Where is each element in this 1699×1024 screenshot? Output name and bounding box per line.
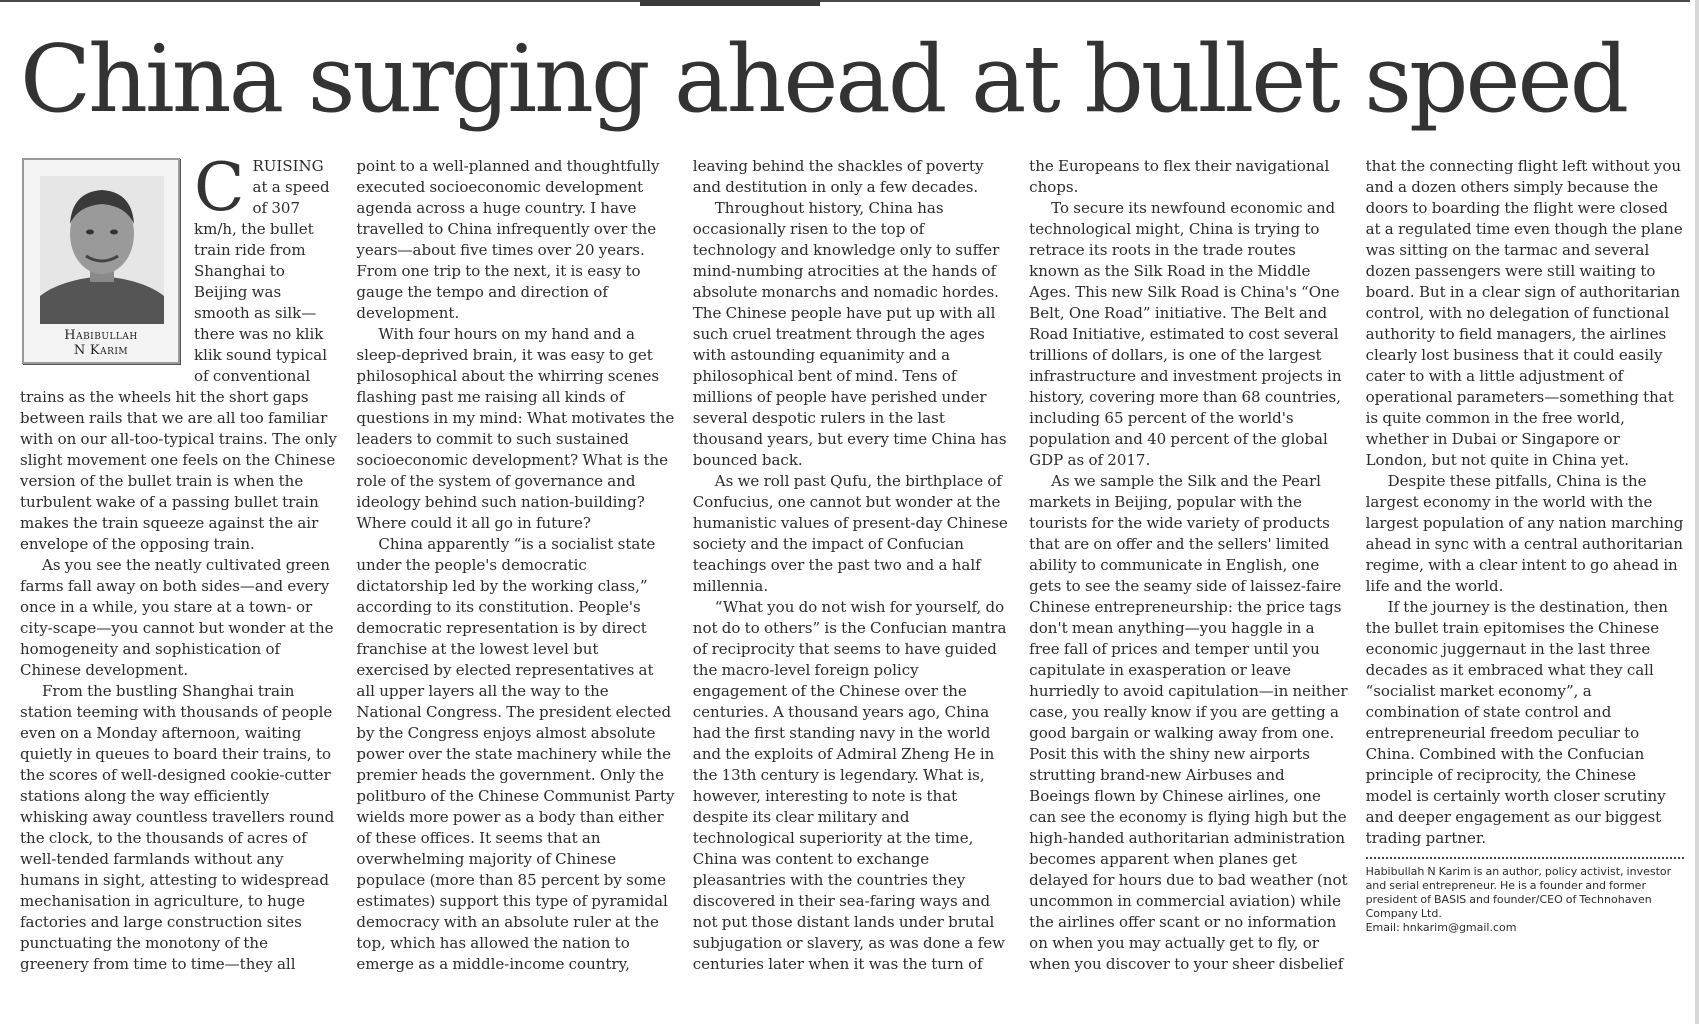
paragraph: With four hours on my hand and a sleep-deprived brain, it was easy to get philosophical about the whirring scenes flashing past me raising all kinds of questions in my mind: What motivates the leaders to commit to such sustained socioeconomic development? What is the role of the system of governance and ideology behind such nation-building? Where could it all go in future? bbox=[356, 325, 675, 532]
page-edge bbox=[1695, 0, 1699, 1024]
paragraph: To secure its newfound economic and technological might, China is trying to retrace its roots in the trade routes known as the Silk Road in the Middle Ages. This new Silk Road is China's “One Belt, One Road” initiative. The Belt and Road Initiative, estimated to cost several trillions of dollars, is one of the largest infrastructure and investment projects in history, covering more than 68 countries, including 65 percent of the world's population and 40 percent of the global GDP as of 2017. bbox=[1029, 199, 1342, 469]
author-box bbox=[22, 158, 180, 364]
author-bio: Habibullah N Karim is an author, policy activist, investor and serial entrepreneur. He is a founder and former president of BASIS and founder/CEO of Technohaven Company Ltd. bbox=[1365, 865, 1672, 920]
headline: China surging ahead at bullet speed bbox=[20, 25, 1627, 133]
author-footnote bbox=[1366, 857, 1684, 935]
paragraph: China apparently “is a socialist state under the people's democratic dictatorship led by the working class,” according to its constitution. People's democratic representation is by direct franchise at the lowest level but exercised by elected representatives at all upper layers all the way to the National Congress. The president elected by the Congress enjoys almost absolute power over the state machinery while the premier heads the government. Only the politburo of the Chinese Communist Party wields more power as a body than either of these offices. It seems that an overwhelming majority of Chinese populace (more than 85 percent by some estimates) support this type of pyramidal democracy with an absolute ruler at the top, which has allowed the nation to emerge as a middle-income country, leaving behind the shackles of poverty and destitution in only a few decades. bbox=[356, 157, 984, 973]
author-name bbox=[24, 328, 178, 358]
paragraph: If the journey is the destination, then the bullet train epitomises the Chinese economic juggernaut in the last three decades as it embraced what they call “socialist market economy”, a combination of state control and entrepreneurial freedom peculiar to China. Combined with the Confucian principle of reciprocity, the Chinese model is certainly worth closer scrutiny and deeper engagement as our biggest trading partner. bbox=[1365, 598, 1668, 847]
author-portrait-icon bbox=[40, 176, 164, 324]
paragraph: As we roll past Qufu, the birthplace of Confucius, one cannot but wonder at the humanistic values of present-day Chinese society and the impact of Confucian teachings over the past two and a half millennia. bbox=[692, 472, 1008, 595]
section-tab bbox=[640, 0, 820, 6]
article-body bbox=[20, 149, 1684, 1024]
paragraph: As we sample the Silk and the Pearl markets in Beijing, popular with the tourists for the wide variety of products that are on offer and the sellers' limited ability to communicate in English, one gets to see the seamy side of laissez-faire Chinese entrepreneurship: the price tags don't mean anything—you haggle in a free fall of prices and temper until you capitulate in exasperation or leave hurriedly to avoid capitulation—in neither case, you really know if you are getting a good bargain or walking away from one. Posit this with the shiny new airports strutting brand-new Airbuses and Boeings flown by Chinese airlines, one can see the economy is flying high but the high-handed authoritarian administration becomes apparent when planes get delayed for hours due to bad weather (not uncommon in commercial aviation) while the airlines offer scant or no information on when you may actually get to fly, or when you discover to your sheer disbelief that the connecting flight left without you and a dozen others simply because the doors to boarding the flight were closed at a regulated time even though the plane was sitting on the tarmac and several dozen passengers were still waiting to board. But in a clear sign of authoritarian control, with no delegation of functional authority to field managers, the airlines clearly lost business that it could easily cater to with a little adjustment of operational parameters—something that is quite common in the free world, whether in Dubai or Singapore or London, but not quite in China yet. bbox=[1029, 157, 1683, 973]
paragraph: Throughout history, China has occasionally risen to the top of technology and knowledge only to suffer mind-numbing atrocities at the hands of absolute monarchs and nomadic hordes. The Chinese people have put up with all such cruel treatment through the ages with astounding equanimity and a philosophical bent of mind. Tens of millions of people have perished under several despotic rulers in the last thousand years, but every time China has bounced back. bbox=[692, 199, 1007, 469]
top-rule bbox=[0, 0, 1690, 2]
author-name-line2: N Karim bbox=[73, 343, 129, 358]
author-name-line1: Habibullah bbox=[64, 328, 138, 343]
author-email: Email: hnkarim@gmail.com bbox=[1365, 921, 1517, 934]
paragraph: Despite these pitfalls, China is the largest economy in the world with the largest population of any nation marching ahead in sync with a central authoritarian regime, with a clear intent to go ahead in life and the world. bbox=[1365, 472, 1684, 595]
paragraph: RUISING at a speed of 307 km/h, the bullet train ride from Shanghai to Beijing was smooth as silk—there was no klik klik sound typical of conventional trains as the wheels hit the short gaps between rails that we are all too familiar with on our all-too-typical trains. The only slight movement one feels on the Chinese version of the bullet train is when the turbulent wake of a passing bullet train makes the train squeeze against the air envelope of the opposing train. bbox=[20, 157, 337, 553]
paragraph: “What you do not wish for yourself, do not do to others” is the Confucian mantra of reciprocity that seems to have guided the macro-level foreign policy engagement of the Chinese over the centuries. A thousand years ago, China had the first standing navy in the world and the exploits of Admiral Zheng He in the 13th century is legendary. What is, however, interesting to note is that despite its clear military and technological superiority at the time, China was content to exchange pleasantries with the countries they discovered in their sea-faring ways and not put those distant lands under brutal subjugation or slavery, as was done a few centuries later when it was the turn of the Europeans to flex their navigational chops. bbox=[692, 157, 1330, 973]
drop-cap: C bbox=[194, 149, 245, 226]
paragraph: As you see the neatly cultivated green farms fall away on both sides—and every once in a while, you stare at a town- or city-scape—you cannot but wonder at the homogeneity and sophistication of Chinese development. bbox=[20, 556, 334, 679]
paragraph: From the bustling Shanghai train station teeming with thousands of people even on a Monday afternoon, waiting quietly in queues to board their trains, to the scores of well-designed cookie-cutter stations along the way efficiently whisking away countless travellers round the clock, to the thousands of acres of well-tended farmlands without any humans in sight, attesting to widespread mechanisation in agriculture, to huge factories and large construction sites punctuating the monotony of the greenery from time to time—they all point to a well-planned and thoughtfully executed socioeconomic development agenda across a huge country. I have travelled to China infrequently over the years—about five times over 20 years. From one trip to the next, it is easy to gauge the tempo and direction of development. bbox=[20, 157, 660, 973]
